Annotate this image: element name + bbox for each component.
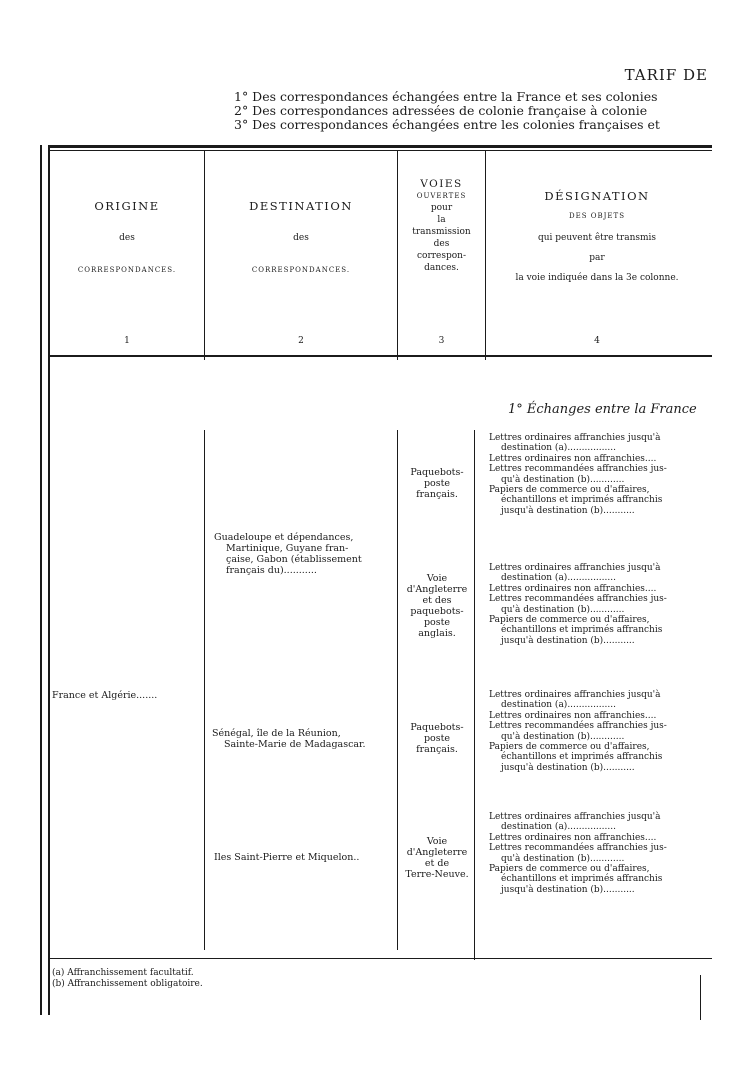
designation-line: qu'à destination (b)............ [501, 853, 625, 864]
col-number-4: 4 [594, 336, 600, 346]
voie-angleterre-1-line-3: et des [422, 595, 452, 606]
col-number-1: 1 [124, 336, 130, 346]
table-top-rule-thin [48, 150, 712, 151]
header-voies-line-2: la [437, 215, 446, 225]
voie-angleterre-2-line-2: d'Angleterre [406, 847, 468, 858]
col-sep-3-body [474, 430, 475, 960]
col-number-3: 3 [438, 336, 445, 346]
col-number-2: 2 [298, 336, 304, 346]
destination-guadeloupe [214, 532, 394, 576]
header-voies-line-4: des [433, 239, 450, 249]
header-designation-small: DES OBJETS [568, 212, 625, 220]
col-sep-2 [397, 150, 398, 360]
header-origine-small: CORRESPONDANCES. [77, 266, 177, 274]
voie-paquebots-2 [402, 722, 472, 755]
destination-senegal [212, 728, 394, 750]
header-destination-title: DESTINATION [249, 199, 353, 213]
designation-line: destination (a)................. [501, 700, 616, 711]
designation-line: jusqu'à destination (b)........... [501, 635, 635, 646]
designation-line: échantillons et imprimés affranchis [501, 495, 663, 506]
designation-line: qu'à destination (b)............ [501, 474, 625, 485]
intro-line-2: 2° Des correspondances adressées de colonie française à colonie [234, 103, 648, 118]
header-designation-line-1: qui peuvent être transmis [537, 233, 657, 243]
destination-guadeloupe-line-3: çaise, Gabon (établissement [226, 554, 362, 565]
header-voies-line-5: correspon- [416, 251, 467, 261]
header-destination [206, 200, 396, 276]
voie-paquebots-1 [402, 467, 472, 500]
header-voies-title: VOIES [420, 178, 463, 190]
designation-line: Lettres ordinaires non affranchies.... [489, 583, 657, 594]
voie-angleterre-1-line-5: poste [423, 617, 451, 628]
origin-cell: France et Algérie....... [52, 690, 158, 701]
designation-line: Lettres ordinaires non affranchies.... [489, 453, 657, 464]
header-voies-line-3: transmission [412, 227, 471, 237]
header-origine [52, 200, 202, 276]
designation-line: Lettres ordinaires affranchies jusqu'à [489, 812, 661, 822]
col-sep-2-body [397, 430, 398, 950]
footnote-right-rule [700, 975, 701, 1020]
designation-line: Papiers de commerce ou d'affaires, [489, 864, 650, 875]
header-designation-title: DÉSIGNATION [544, 189, 650, 203]
header-designation-line-2: par [589, 253, 605, 263]
designation-line: Papiers de commerce ou d'affaires, [489, 615, 650, 626]
designation-line: Lettres ordinaires affranchies jusqu'à [489, 563, 661, 573]
col-sep-1 [204, 150, 205, 360]
designation-line: Lettres recommandées affranchies jus- [489, 721, 667, 732]
destination-guadeloupe-line-1: Guadeloupe et dépendances, [214, 532, 354, 543]
destination-guadeloupe-line-2: Martinique, Guyane fran- [226, 543, 349, 554]
designation-group-2 [489, 563, 667, 646]
voie-angleterre-1-line-4: paquebots- [410, 606, 464, 617]
header-destination-small: CORRESPONDANCES. [251, 266, 351, 274]
designation-line: destination (a)................. [501, 573, 616, 584]
table-left-border [48, 145, 50, 1015]
voie-angleterre-2 [400, 836, 474, 880]
col-sep-3 [485, 150, 486, 360]
footnote-a: (a) Affranchissement facultatif. [52, 968, 194, 978]
voie-angleterre-1-line-6: anglais. [418, 628, 456, 639]
destination-senegal-line-2: Sainte-Marie de Madagascar. [224, 739, 366, 750]
header-designation-line-3: la voie indiquée dans la 3e colonne. [515, 273, 679, 283]
table-bottom-rule [48, 958, 712, 959]
header-voies-line-6: dances. [424, 263, 459, 273]
designation-group-4 [489, 812, 667, 895]
footnote-b: (b) Affranchissement obligatoire. [52, 979, 203, 989]
col-sep-1-body [204, 430, 205, 950]
header-voies-small: OUVERTES [416, 192, 467, 200]
designation-line: échantillons et imprimés affranchis [501, 625, 663, 636]
designation-line: Lettres ordinaires non affranchies.... [489, 710, 657, 721]
header-origine-sub: des [119, 233, 135, 243]
table-top-rule [48, 145, 712, 148]
designation-line: Lettres ordinaires non affranchies.... [489, 832, 657, 843]
designation-line: échantillons et imprimés affranchis [501, 874, 663, 885]
header-destination-sub: des [293, 233, 309, 243]
designation-line: destination (a)................. [501, 443, 616, 454]
designation-group-3 [489, 690, 667, 773]
voie-paquebots-1-line-2: poste [423, 478, 451, 489]
designation-line: échantillons et imprimés affranchis [501, 752, 663, 763]
destination-saint-pierre: Iles Saint-Pierre et Miquelon.. [214, 852, 360, 863]
destination-guadeloupe-line-4: français du)........... [226, 565, 317, 576]
designation-line: Lettres ordinaires affranchies jusqu'à [489, 433, 661, 443]
voie-paquebots-2-line-2: poste [423, 733, 451, 744]
page-title: TARIF DE [624, 66, 708, 84]
designation-line: qu'à destination (b)............ [501, 604, 625, 615]
destination-senegal-line-1: Sénégal, île de la Réunion, [212, 728, 341, 739]
header-voies-line-1: pour [430, 203, 453, 213]
header-voies [399, 178, 484, 274]
intro-line-3: 3° Des correspondances échangées entre les colonies françaises et [234, 117, 660, 132]
designation-line: Papiers de commerce ou d'affaires, [489, 742, 650, 753]
voie-angleterre-1-line-2: d'Angleterre [406, 584, 468, 595]
designation-line: Lettres recommandées affranchies jus- [489, 594, 667, 605]
page-edge-rule [40, 145, 42, 1015]
designation-line: Papiers de commerce ou d'affaires, [489, 485, 650, 496]
designation-line: jusqu'à destination (b)........... [501, 505, 635, 516]
voie-angleterre-2-line-3: et de [424, 858, 450, 869]
voie-angleterre-1-line-1: Voie [426, 573, 448, 584]
voie-paquebots-2-line-3: français. [416, 744, 458, 755]
designation-line: Lettres recommandées affranchies jus- [489, 464, 667, 475]
voie-angleterre-2-line-1: Voie [426, 836, 448, 847]
designation-line: qu'à destination (b)............ [501, 731, 625, 742]
voie-angleterre-2-line-4: Terre-Neuve. [405, 869, 469, 880]
voie-paquebots-1-line-1: Paquebots- [410, 467, 464, 478]
voie-paquebots-2-line-1: Paquebots- [410, 722, 464, 733]
header-origine-title: ORIGINE [94, 199, 160, 213]
section-title: 1° Échanges entre la France [508, 402, 697, 417]
header-bottom-rule [48, 355, 712, 357]
designation-group-1 [489, 433, 667, 516]
footnotes [52, 968, 203, 990]
voie-angleterre-1 [402, 573, 472, 639]
designation-line: jusqu'à destination (b)........... [501, 884, 635, 895]
designation-line: Lettres ordinaires affranchies jusqu'à [489, 690, 661, 700]
header-designation [487, 190, 707, 284]
intro-line-1: 1° Des correspondances échangées entre la France et ses colonies [234, 89, 658, 104]
designation-line: jusqu'à destination (b)........... [501, 762, 635, 773]
designation-line: Lettres recommandées affranchies jus- [489, 843, 667, 854]
voie-paquebots-1-line-3: français. [416, 489, 458, 500]
designation-line: destination (a)................. [501, 822, 616, 833]
